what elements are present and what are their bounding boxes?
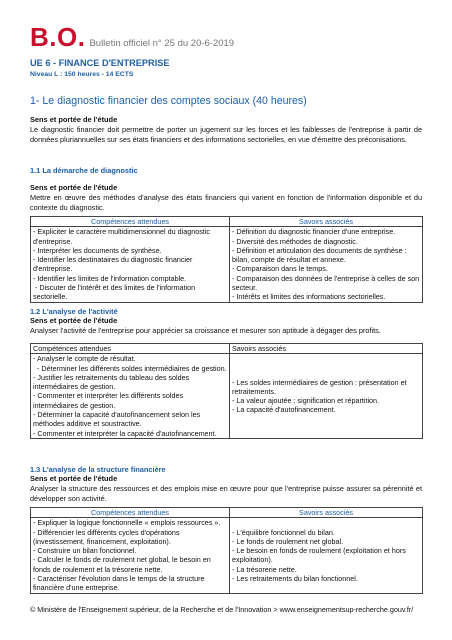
table-1-3-savoirs-cell — [230, 518, 423, 593]
list-item: - Expliquer la logique fonctionnelle « emplois ressources ». — [33, 518, 221, 528]
list-item: - Expliciter le caractère multidimensionnel du diagnostic d'entreprise. — [33, 227, 210, 246]
list-item: - Le besoin en fonds de roulement (exploitation et hors exploitation). — [232, 546, 406, 565]
list-item: - Diversité des méthodes de diagnostic. — [232, 236, 358, 246]
table-1-2 — [30, 343, 423, 439]
table-1-2-competences-cell — [31, 354, 230, 439]
list-item: - Intérêts et limites des informations sectorielles. — [232, 292, 386, 302]
list-item: - La trésorerie nette. — [232, 564, 297, 574]
subsection-1-3-sens-label: Sens et portée de l'étude — [30, 474, 118, 483]
subsection-1-2-title: 1.2 L'analyse de l'activité — [30, 307, 118, 316]
bulletin-reference: Bulletin officiel n° 25 du 20-6-2019 — [89, 38, 235, 49]
table-1-2-header-competences: Compétences attendues — [31, 344, 230, 354]
list-item: - Déterminer les différents soldes intermédiaires de gestion. — [33, 363, 227, 373]
list-item: - Construire un bilan fonctionnel. — [33, 546, 137, 556]
table-1-3-header-competences: Compétences attendues — [31, 508, 230, 518]
ue-niveau: Niveau L : 150 heures - 14 ECTS — [30, 71, 134, 78]
subsection-1-3-text: Analyser la structure des ressources et des emplois mise en œuvre pour que l'entreprise puisse assurer sa pérennité et développer son activité. — [30, 484, 422, 503]
list-item: - Les soldes intermédiaires de gestion : présentation et retraitements. — [232, 377, 407, 396]
list-item: - Justifier les retraitements du tableau des soldes intermédiaires de gestion. — [33, 372, 190, 392]
list-item: - Définition du diagnostic financier d'une entreprise. — [232, 227, 396, 237]
subsection-1-1-sens-label: Sens et portée de l'étude — [30, 183, 118, 192]
list-item: - Discuter de l'intérêt et des limites de l'information sectorielle. — [33, 283, 198, 302]
table-1-2-savoirs-cell — [230, 354, 423, 439]
list-item: - La capacité d'autofinancement. — [232, 405, 336, 415]
table-1-1 — [30, 216, 423, 303]
list-item: - Déterminer la capacité d'autofinancement selon les méthodes additive et soustractive. — [33, 410, 201, 429]
list-item: - L'équilibre fonctionnel du bilan. — [232, 527, 335, 537]
list-item: - Définition et articulation des documents de synthèse : bilan, compte de résultat et annexe. — [232, 245, 407, 265]
list-item: - Comparaison dans le temps. — [232, 264, 328, 274]
list-item: - La valeur ajoutée : signification et répartition. — [232, 396, 380, 406]
list-item: - Analyser le compte de résultat. — [33, 354, 136, 364]
table-1-1-header-savoirs: Savoirs associés — [230, 217, 423, 227]
list-item: - Calculer le fonds de roulement net global, le besoin en fonds de roulement et la trésorerie nette. — [33, 555, 211, 574]
list-item: - Identifier les destinataires du diagnostic financier d'entreprise. — [33, 255, 193, 274]
subsection-1-1-title: 1.1 La démarche de diagnostic — [30, 166, 138, 175]
list-item: - Commenter et interpréter la capacité d'autofinancement. — [33, 428, 217, 438]
table-1-2-header-savoirs: Savoirs associés — [230, 344, 423, 354]
subsection-1-2-sens-label: Sens et portée de l'étude — [30, 316, 118, 325]
list-item: - Caractériser l'évolution dans le temps de la structure financière d'une entreprise. — [33, 574, 205, 593]
bo-logo: B.O. — [30, 22, 86, 52]
list-item: - Comparaison des données de l'entreprise à celles de son secteur. — [232, 273, 420, 293]
table-1-1-header-competences: Compétences attendues — [31, 217, 230, 227]
list-item: - Interpréter les documents de synthèse. — [33, 245, 162, 255]
ue-title: UE 6 - FINANCE D'ENTREPRISE — [30, 58, 170, 68]
table-1-3 — [30, 507, 423, 594]
section-1-title: 1- Le diagnostic financier des comptes sociaux (40 heures) — [30, 95, 307, 107]
list-item: - Commenter et interpréter les différents soldes intermédiaires de gestion. — [33, 391, 184, 410]
subsection-1-2-text: Analyser l'activité de l'entreprise pour apprécier sa croissance et mesurer son aptitude à dégager des profits. — [30, 326, 381, 335]
table-1-1-competences-cell — [31, 227, 230, 302]
list-item: - Identifier les limites de l'information comptable. — [33, 273, 187, 283]
table-1-1-savoirs-cell — [230, 227, 423, 302]
table-1-3-header-savoirs: Savoirs associés — [230, 508, 423, 518]
subsection-1-1-text: Mettre en œuvre des méthodes d'analyse des états financiers qui varient en fonction de l'information disponible et du contexte du diagnostic. — [30, 193, 422, 212]
list-item: - Les retraitements du bilan fonctionnel. — [232, 574, 358, 584]
subsection-1-3-title: 1.3 L'analyse de la structure financière — [30, 465, 166, 474]
list-item: - Différencier les différents cycles d'opérations (investissement, financement, exploitation). — [33, 527, 180, 546]
section-1-sens-label: Sens et portée de l'étude — [30, 115, 118, 124]
table-1-3-competences-cell — [31, 518, 230, 593]
section-1-text: Le diagnostic financier doit permettre de porter un jugement sur les forces et les faiblesses de l'entreprise à partir de données pluriannuelles sur ses états financiers et des informations sectorielles, en vue d'émettre des préconisations. — [30, 125, 422, 144]
header — [30, 24, 234, 50]
footer-copyright: © Ministère de l'Enseignement supérieur, de la Recherche et de l'Innovation > www.enseignementsup-recherche.gouv.fr/ — [30, 605, 414, 614]
list-item: - Le fonds de roulement net global. — [232, 536, 344, 546]
